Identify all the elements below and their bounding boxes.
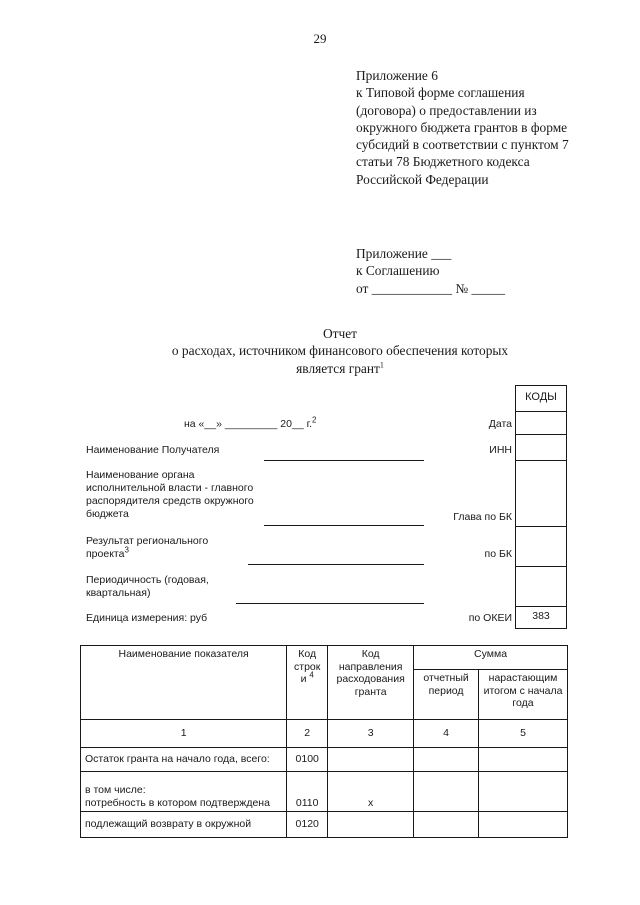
result-label <box>86 535 208 561</box>
appendix-line: субсидий в соответствии с пунктом 7 <box>356 137 569 153</box>
date-label: Дата <box>488 418 512 430</box>
header-direction-line: гранта <box>354 685 387 698</box>
header-code <box>287 646 328 720</box>
column-number: 4 <box>414 720 479 748</box>
row-cumulative-cell[interactable] <box>479 812 568 838</box>
row-name: Остаток гранта на начало года, всего: <box>81 748 287 772</box>
report-date-line <box>184 415 317 431</box>
row-period-cell[interactable] <box>414 812 479 838</box>
header-cumulative-line: итогом с начала <box>483 684 563 697</box>
header-period-line: период <box>428 684 464 697</box>
agreement-reference <box>356 245 596 297</box>
periodicity-label <box>86 574 209 600</box>
row-period-cell[interactable] <box>414 772 479 812</box>
header-code-line <box>291 670 323 686</box>
header-cumulative <box>479 670 568 720</box>
row-name <box>81 772 287 812</box>
agreement-line: к Соглашению <box>356 263 440 279</box>
row-name-line: в том числе: <box>85 784 146 796</box>
bk-code-cell[interactable] <box>516 527 566 567</box>
title-text: является грант <box>296 360 380 376</box>
recipient-field-line[interactable] <box>264 460 424 461</box>
row-direction-cell: x <box>328 772 414 812</box>
row-period-cell[interactable] <box>414 748 479 772</box>
title-line <box>0 360 640 377</box>
organ-field-line[interactable] <box>264 525 424 526</box>
header-period <box>414 670 479 720</box>
result-footnote: 3 <box>124 545 129 555</box>
table-row <box>81 812 568 838</box>
periodicity-label-line: квартальная) <box>86 587 151 599</box>
report-date-text: на «__» _________ 20__ г. <box>184 418 313 430</box>
appendix-reference <box>356 67 596 188</box>
header-code-line: Код <box>298 648 317 660</box>
header-direction-line: Код <box>361 648 380 660</box>
appendix-line: (договора) о предоставлении из <box>356 102 537 118</box>
table-row <box>81 772 568 812</box>
periodicity-code-cell[interactable] <box>516 567 566 607</box>
organ-label-line: бюджета <box>86 508 129 520</box>
table-row <box>81 748 568 772</box>
column-number: 3 <box>328 720 414 748</box>
date-code-cell[interactable] <box>516 412 566 435</box>
header-code-text: и <box>300 673 307 685</box>
report-title <box>0 325 640 377</box>
periodicity-field-line[interactable] <box>236 603 424 604</box>
header-code-line: строк <box>294 660 321 673</box>
header-direction-line: направления <box>338 660 403 673</box>
date-footnote: 2 <box>312 415 317 425</box>
unit-label: Единица измерения: руб <box>86 612 208 624</box>
header-cumulative-line: нарастающим <box>488 672 558 684</box>
row-direction-cell[interactable] <box>328 748 414 772</box>
header-name: Наименование показателя <box>81 646 287 720</box>
recipient-label: Наименование Получателя <box>86 444 220 456</box>
organ-label <box>86 469 254 521</box>
title-footnote: 1 <box>379 360 384 370</box>
appendix-line: Российской Федерации <box>356 171 489 187</box>
organ-label-line: исполнительной власти - главного <box>86 482 254 494</box>
row-cumulative-cell[interactable] <box>479 772 568 812</box>
appendix-line: к Типовой форме соглашения <box>356 85 525 101</box>
codes-header: КОДЫ <box>516 386 566 412</box>
okei-code-cell: 383 <box>532 610 550 622</box>
result-label-line: Результат регионального <box>86 535 209 547</box>
row-direction-cell[interactable] <box>328 812 414 838</box>
header-code-footnote: 4 <box>309 670 314 680</box>
organ-label-line: распорядителя средств окружного <box>86 495 254 507</box>
agreement-line: от ____________ № _____ <box>356 280 506 296</box>
glava-bk-code-cell[interactable] <box>516 461 566 527</box>
periodicity-label-line: Периодичность (годовая, <box>86 574 209 586</box>
inn-label: ИНН <box>489 444 512 456</box>
title-line: Отчет <box>322 326 358 341</box>
column-number: 2 <box>287 720 328 748</box>
expenses-table <box>80 645 568 838</box>
appendix-line: статьи 78 Бюджетного кодекса <box>356 154 530 170</box>
glava-bk-label: Глава по БК <box>453 511 512 523</box>
okei-label: по ОКЕИ <box>468 612 512 624</box>
result-label-line <box>86 545 208 561</box>
page-number: 29 <box>313 31 327 46</box>
row-code: 0110 <box>287 772 328 812</box>
bk-label: по БК <box>484 548 512 560</box>
column-number: 1 <box>81 720 287 748</box>
header-sum: Сумма <box>414 646 568 670</box>
header-cumulative-line: года <box>512 697 534 709</box>
title-line: о расходах, источником финансового обеспечения которых <box>171 343 509 359</box>
row-code: 0100 <box>287 748 328 772</box>
appendix-line: Приложение 6 <box>356 68 438 83</box>
codes-box <box>515 385 567 629</box>
row-code: 0120 <box>287 812 328 838</box>
column-number: 5 <box>479 720 568 748</box>
inn-code-cell[interactable] <box>516 435 566 461</box>
result-label-text: проекта <box>86 548 125 560</box>
appendix-line: окружного бюджета грантов в форме <box>356 119 568 135</box>
row-name: подлежащий возврату в окружной <box>81 812 287 838</box>
agreement-line: Приложение ___ <box>356 246 452 261</box>
header-direction-line: расходования <box>336 673 405 685</box>
header-period-line: отчетный <box>423 672 469 684</box>
row-name-line: потребность в котором подтверждена <box>85 796 270 809</box>
header-direction <box>328 646 414 720</box>
column-number-row <box>81 720 568 748</box>
row-cumulative-cell[interactable] <box>479 748 568 772</box>
result-field-line[interactable] <box>248 564 424 565</box>
organ-label-line: Наименование органа <box>86 469 195 481</box>
